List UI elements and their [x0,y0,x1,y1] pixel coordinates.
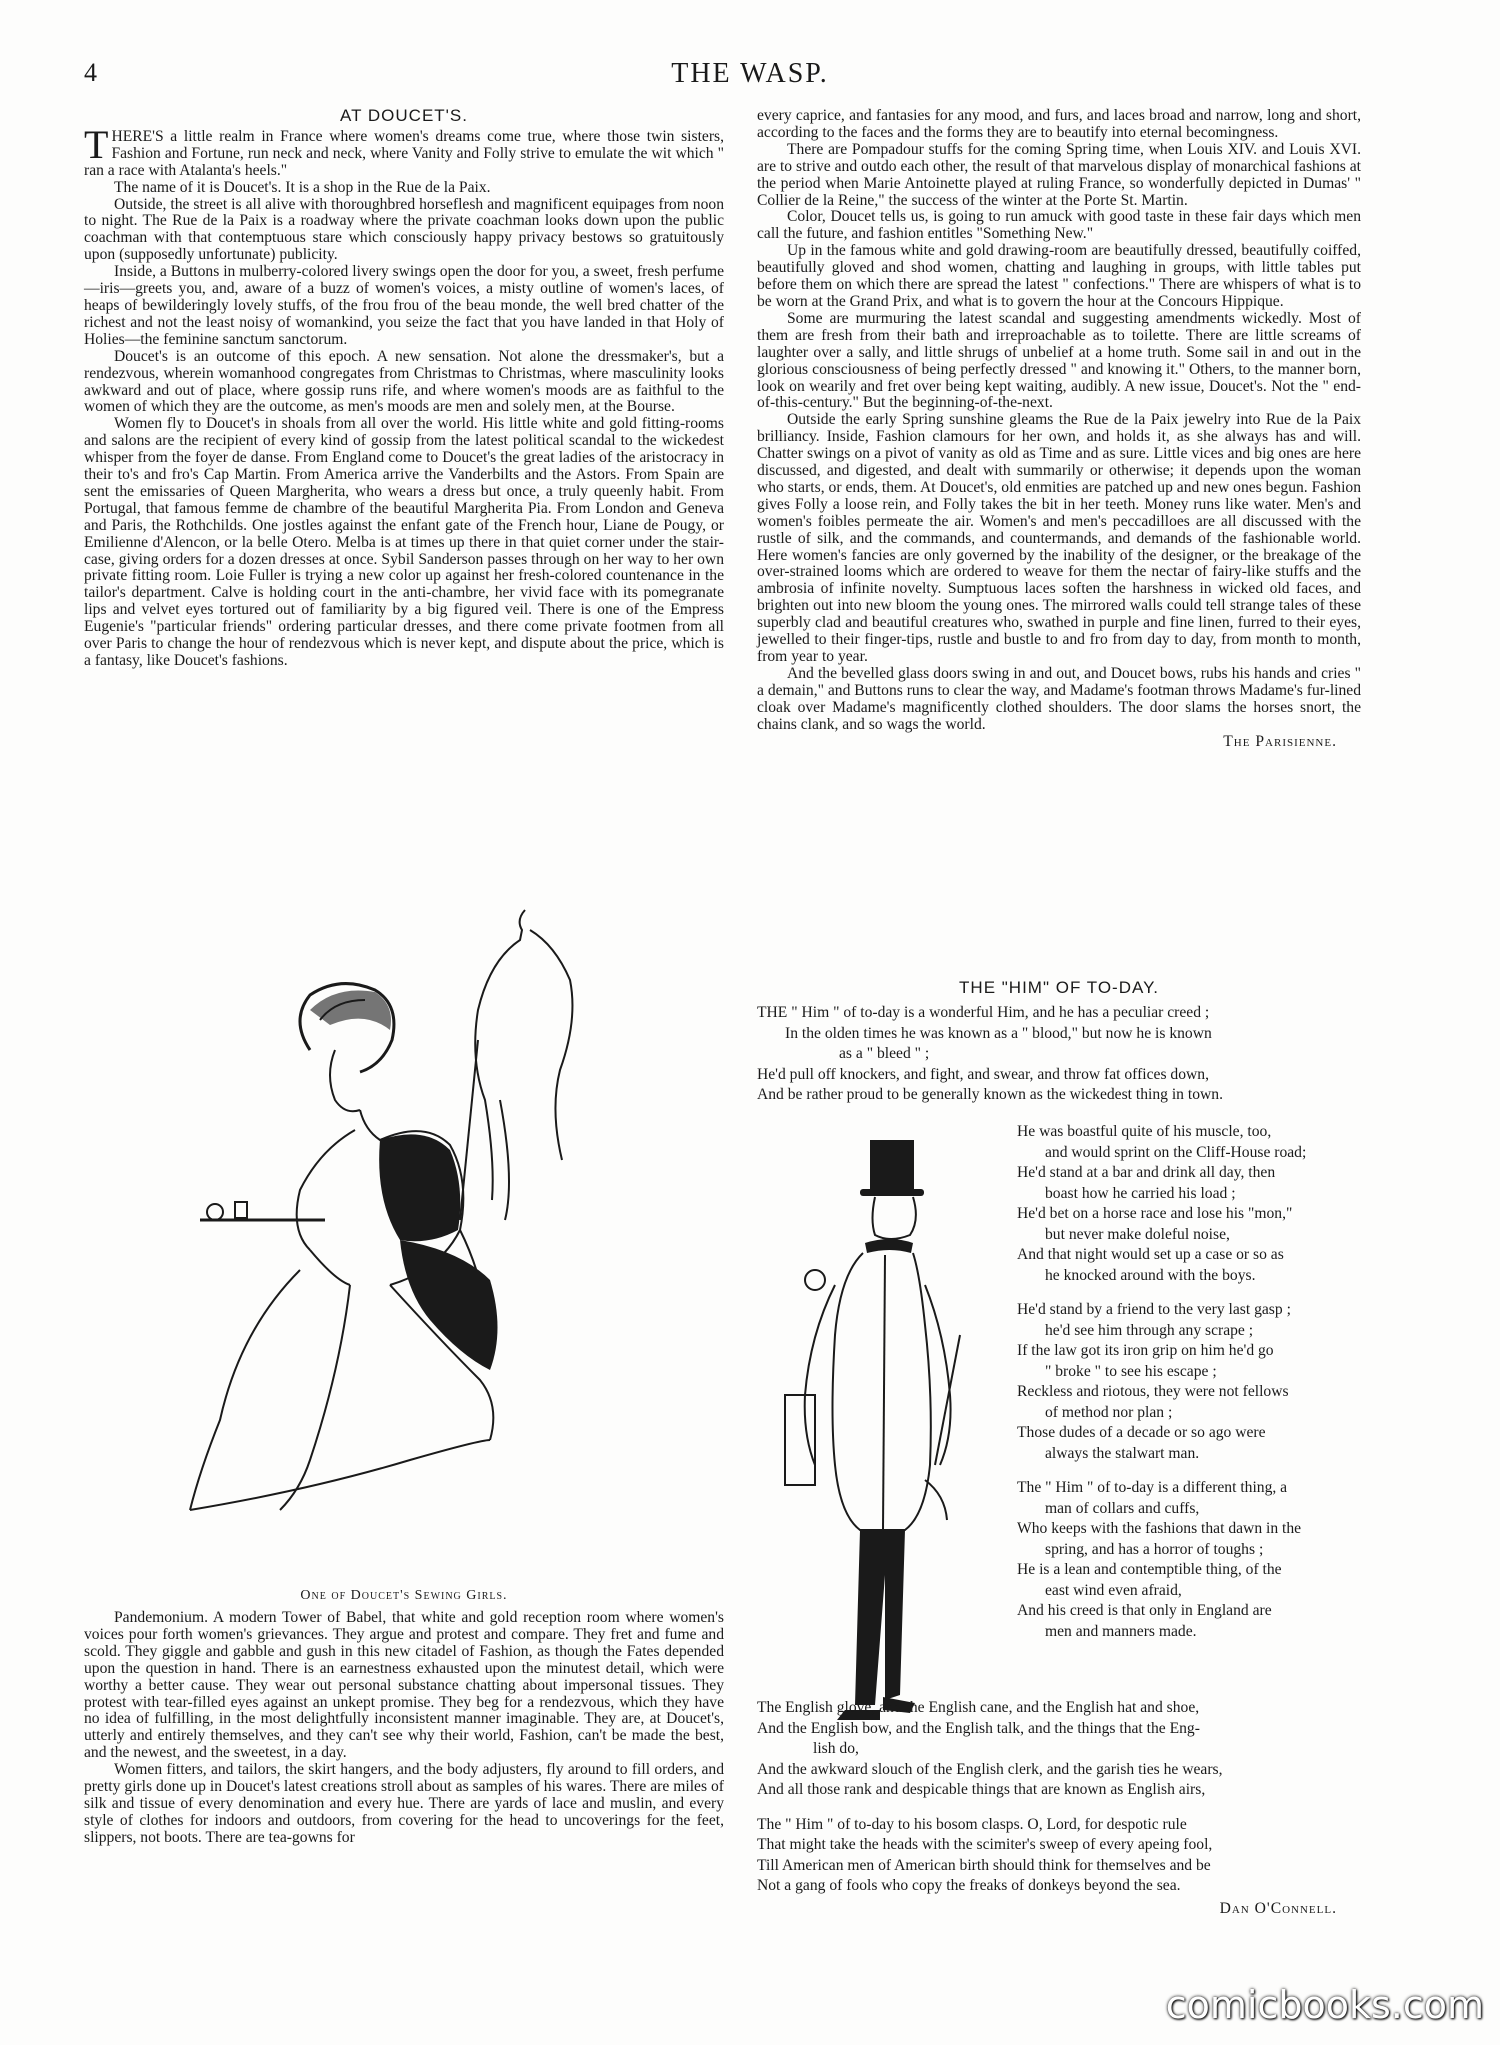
poem-stanza-1 [757,1003,1361,1106]
article-paragraph: The name of it is Doucet's. It is a shop in the Rue de la Paix. [114,178,491,196]
article-paragraph: Outside, the street is all alive with thoroughbred horseflesh and magnificent equipages from noon to night. The Rue de la Paix is a roadway where the private coachman looks down upon the public coachman with that contemptuous stare which consciously happy privacy bestows so gratuitously upon (supposedly unfortunate) publicity. [84,195,724,264]
article-paragraph: every caprice, and fantasies for any mood, and furs, and laces broad and narrow, long and short, according to the faces and the forms they are to beautify into eternal becomingness. [757,107,1361,141]
article-paragraph: THERE'S a little realm in France where women's dreams come true, where those twin sisters, Fashion and Fortune, run neck and neck, where Vanity and Folly strive to emulate the wit which " ran a race with Atalanta's heels." [84,121,724,179]
article-paragraph: There are Pompadour stuffs for the coming Spring time, when Louis XIV. and Louis XVI. are to strive and outdo each other, the result of that marvelous display of monarchical fashions at the period when Marie Antoinette played at ruling France, so wonderfully depicted in Dumas' " Collier de la Reine," the success of the winter at the Porte St. Martin. [757,140,1361,209]
article-doucets-top [84,108,724,670]
poem-line: THE " Him " of to-day is a wonderful Him, and he has a peculiar creed ; [757,1004,1210,1021]
poem-line: Reckless and riotous, they were not fellows [1017,1383,1289,1400]
poem-author: Dan O'Connell. [1219,1899,1337,1917]
article-headline: AT DOUCET'S. [340,106,468,125]
article-paragraph: Inside, a Buttons in mulberry-colored livery swings open the door for you, a sweet, fresh perfume—iris—greets you, and, aware of a buzz of women's voices, a misty outline of women's laces, of heaps of bewilderingly lovely stuffs, of the frou frou of the beau monde, the well bred chatter of the richest and not the least noisy of womankind, you seize the fact that you have landed in that Holy of Holies—the feminine sanctum sanctorum. [84,263,724,348]
dandy-drawing [775,1135,995,1735]
poem-line: men and manners made. [1045,1622,1197,1640]
poem-line: The " Him " of to-day is a different thing, a [1017,1479,1288,1496]
poem-line: man of collars and cuffs, [1045,1499,1200,1517]
poem-line: And all those rank and despicable things that are known as English airs, [757,1781,1206,1798]
article-doucets-continued [757,108,1361,750]
poem-title: THE "HIM" OF TO-DAY. [959,978,1159,997]
poem-line: " broke " to see his escape ; [1045,1362,1217,1380]
poem-line: The English glove, and the English cane, and the English hat and shoe, [757,1699,1200,1716]
poem-line: If the law got its iron grip on him he'd go [1017,1342,1274,1359]
poem-stanza-3 [1017,1300,1395,1464]
poem-line: as a " bleed " ; [839,1045,930,1062]
masthead-title: THE WASP. [671,58,829,89]
poem-line: boast how he carried his load ; [1045,1184,1236,1202]
article-doucets-bottom [84,1610,724,1847]
poem-line: That might take the heads with the scimiter's sweep of every apeing fool, [757,1836,1213,1853]
poem-line: lish do, [813,1740,859,1757]
article-paragraph: Outside the early Spring sunshine gleams the Rue de la Paix jewelry into Rue de la Paix brilliancy. Inside, Fashion clamours for her own, and holds it, as she always has and will. Chatter swings on a pivot of vanity as old as Time and as sure. Little vices and big ones are here discussed, and digested, and dealt with summarily or otherwise; it depends upon the woman who starts, or ends, them. At Doucet's, old enmities are patched up and new ones begun. Fashion gives Folly a loose rein, and Folly takes the bit in her teeth. Money runs like water. Men's and women's foibles permeate the air. Women's and men's peccadilloes are all discussed with the rustle of silk, and the commands, and countermands, and demands of the fashionable world. Here women's fancies are only governed by the inability of the designer, or the breakage of the over-strained looms which are ordered to weave for them the nectar of fairy-like stuffs and the ambrosia of infinite novelty. Sumptuous laces soften the harshness in wicked old faces, and brighten out into new bloom the young ones. The mirrored walls could tell strange tales of these superbly clad and beautiful creatures who, swathed in purple and fine linen, furred to their eyes, jewelled to their finger-tips, rustle and bustle to and fro from day to day, from month to month, from year to year. [757,411,1361,665]
poem-line: And the English bow, and the English talk, and the things that the Eng- [757,1719,1200,1737]
poem-line: And his creed is that only in England are [1017,1602,1272,1619]
poem-stanza-2 [1017,1122,1395,1656]
poem-line: And the awkward slouch of the English clerk, and the garish ties he wears, [757,1760,1223,1778]
poem-stanza-5 [757,1698,1361,1919]
poem-stanza-6 [757,1815,1361,1897]
poem-line: He'd bet on a horse race and lose his "mon," [1017,1205,1293,1222]
dandy-illustration [775,1135,995,1735]
poem-line: He is a lean and contemptible thing, of the [1017,1561,1282,1578]
article-paragraph: And the bevelled glass doors swing in and out, and Doucet bows, rubs his hands and cries " a demain," and Buttons runs to clear the way, and Madame's footman throws Madame's fur-lined cloak over Madame's magnificently clothed shoulders. The door slams the horses snort, the chains clank, and so wags the world. [757,664,1361,733]
poem-line: he knocked around with the boys. [1045,1266,1256,1284]
poem-line: He was boastful quite of his muscle, too, [1017,1123,1272,1140]
poem-line: In the olden times he was known as a " blood," but now he is known [785,1024,1212,1042]
article-paragraph: Pandemonium. A modern Tower of Babel, that white and gold reception room where women's voices pour forth women's grievances. They argue and protest and compare. They fret and fume and scold. They giggle and gabble and gush in this new citadel of Fashion, as though the Fates depended upon the question in hand. There is an earnestness exhausted upon the minutest detail, which were worthy a better cause. They wear out personal substance chatting about impersonal tissues. They protest with tear-filled eyes against an unkept promise. They beg for a rendezvous, which they have no idea of fulfilling, in the most delightfully inconsistent manner imaginable. They are, at Doucet's, utterly and entirely themselves, and they can't see why their world, Fashion, can't be made the best, and the newest, and the sweetest, in a day. [84,1609,724,1762]
watermark: comicbooks.com [1165,1983,1484,2027]
article-paragraph: Color, Doucet tells us, is going to run amuck with good taste in these fair days which men call the future, and fashion entitles "Something New." [757,208,1361,243]
poem-line: He'd stand by a friend to the very last gasp ; [1017,1301,1291,1318]
article-paragraph: Up in the famous white and gold drawing-room are beautifully dressed, beautifully coiffed, beautifully gloved and shod women, chatting and laughing in groups, with little tables put before them on which there are spread the latest " confections." There are whispers of what is to be worn at the Grand Prix, and what is to govern the hour at the Concours Hippique. [757,242,1361,310]
article-paragraph: Women fitters, and tailors, the skirt hangers, and the body adjusters, fly around to fill orders, and pretty girls done up in Doucet's latest creations stroll about as samples of his wares. There are miles of silk and tissue of every denomination and every hue. There are yards of lace and muslin, and every style of clothes for indoors and outdoors, from covering for the head to uncoverings for the feet, slippers, not boots. There are tea-gowns for [84,1761,724,1846]
sewing-girl-drawing [160,900,660,1520]
sewing-girl-illustration [160,900,660,1520]
poem-line: He'd stand at a bar and drink all day, then [1017,1164,1276,1181]
article-signature: The Parisienne. [1223,732,1337,750]
poem-line: spring, and has a horror of toughs ; [1045,1540,1264,1558]
poem-line: Till American men of American birth should think for themselves and be [757,1856,1211,1874]
poem-line: The " Him " of to-day to his bosom clasps. O, Lord, for despotic rule [757,1815,1187,1833]
poem-line: of method nor plan ; [1045,1403,1173,1421]
poem-line: And be rather proud to be generally known as the wickedest thing in town. [757,1086,1223,1103]
article-paragraph: Some are murmuring the latest scandal and suggesting amendments wickedly. Most of them are fresh from their bath and irreproachable as to toilette. There are little screams of laughter over a sally, and little shrugs of unbelief at a home truth. Some sail in and out in the glorious consciousness of being perfectly dressed " and knowing it." Others, to the manner born, look on wearily and fret over being kept waiting, audibly. A new issue, Doucet's. Not the " end-of-this-century." But the beginning-of-the-next. [757,309,1361,412]
poem-line: Those dudes of a decade or so ago were [1017,1424,1266,1441]
illustration-caption: One of Doucet's Sewing Girls. [300,1588,508,1603]
article-paragraph: Doucet's is an outcome of this epoch. A new sensation. Not alone the dressmaker's, but a rendezvous, wherein womanhood congregates from Christmas to Christmas, where masculinity looks awkward and out of place, where gossip runs rife, and where women's moods are as faithful to the women of which they are the outcome, as men's moods are men and solely men, at the Bourse. [84,347,724,416]
poem-stanza-4 [1017,1478,1395,1642]
poem-line: He'd pull off knockers, and fight, and swear, and throw fat offices down, [757,1065,1209,1083]
poem-line: and would sprint on the Cliff-House road; [1045,1143,1307,1161]
poem-line: he'd see him through any scrape ; [1045,1321,1254,1339]
poem-line: And that night would set up a case or so as [1017,1246,1284,1263]
article-paragraph: Women fly to Doucet's in shoals from all over the world. His little white and gold fitting-rooms and salons are the recipient of every kind of gossip from the latest political scandal to the wickedest whisper from the foyer de danse. From England come to Doucet's the great ladies of the aristocracy in their to's and fro's Cap Martin. From America arrive the Vanderbilts and the Astors. From Spain are sent the emissaries of Queen Margherita, who wears a dress but once, a truly queenly habit. From Portugal, that famous femme de chambre of the beautiful Margherita Pia. From London and Geneva and Paris, the Rothchilds. One jostles against the enfant gate of the French hour, Liane de Pougy, or Emilienne d'Alencon, or la belle Otero. Melba is at times up there in that quiet corner under the stair-case, giving orders for a dozen dresses at once. Sybil Sanderson passes through on her way to her own private fitting room. Loie Fuller is trying a new color up against her fresh-colored countenance in the tailor's department. Calve is holding court in the anti-chambre, her vivid face with its pomegranate lips and velvet eyes tortured out of familiarity by a big figured veil. There is one of the Empress Eugenie's "particular friends" ordering particular dresses, and there come private footmen from all over Paris to change the hour of rendezvous which is never kept, and dispute about the price, which is a fantasy, like Doucet's fashions. [84,415,724,669]
poem-line: Who keeps with the fashions that dawn in the [1017,1520,1302,1537]
drop-cap: T [84,121,109,167]
page-number: 4 [84,58,97,87]
poem-line: but never make doleful noise, [1045,1225,1230,1243]
poem-line: always the stalwart man. [1045,1444,1200,1462]
poem-line: east wind even afraid, [1045,1581,1182,1599]
poem-line: Not a gang of fools who copy the freaks of donkeys beyond the sea. [757,1877,1181,1894]
